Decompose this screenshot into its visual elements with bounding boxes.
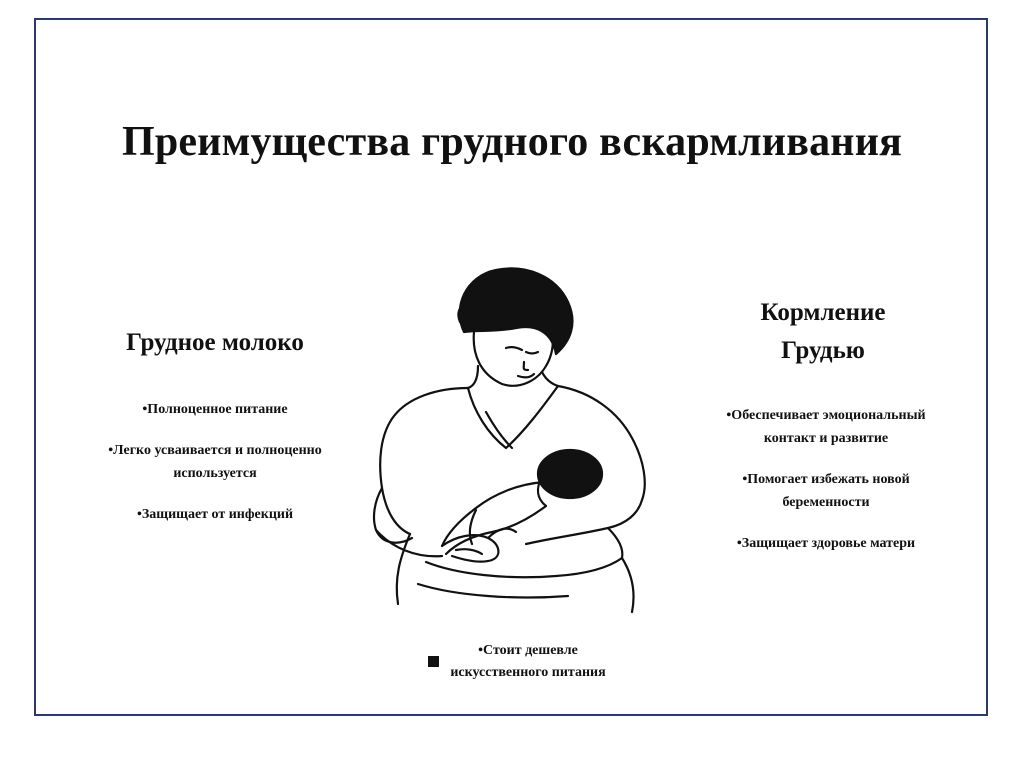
slide-title: Преимущества грудного вскармливания — [121, 119, 903, 165]
bullet-pregnancy-avoidance: •Помогает избежать новой беременности — [742, 472, 910, 510]
breast-milk-bullets — [90, 398, 340, 544]
square-bullet-icon — [428, 656, 439, 667]
bullet-digestible: •Легко усваивается и полноценно используется — [108, 443, 322, 481]
breastfeeding-heading-line2: Грудью — [781, 337, 865, 364]
breastfeeding-bullets — [706, 404, 946, 573]
bullet-cheaper: •Стоит дешевле искусственного питания — [450, 643, 606, 680]
bullet-emotional-contact: •Обеспечивает эмоциональный контакт и развитие — [726, 408, 926, 446]
bullet-infection-protection: •Защищает от инфекций — [136, 507, 294, 522]
breastfeeding-heading — [700, 294, 946, 370]
bullet-mother-health: •Защищает здоровье матери — [736, 536, 916, 551]
breast-milk-heading: Грудное молоко — [126, 329, 304, 356]
breastfeeding-heading-line1: Кормление — [760, 299, 886, 326]
breastfeeding-mother-illustration — [356, 262, 656, 617]
bullet-nutrition: •Полноценное питание — [142, 402, 288, 417]
